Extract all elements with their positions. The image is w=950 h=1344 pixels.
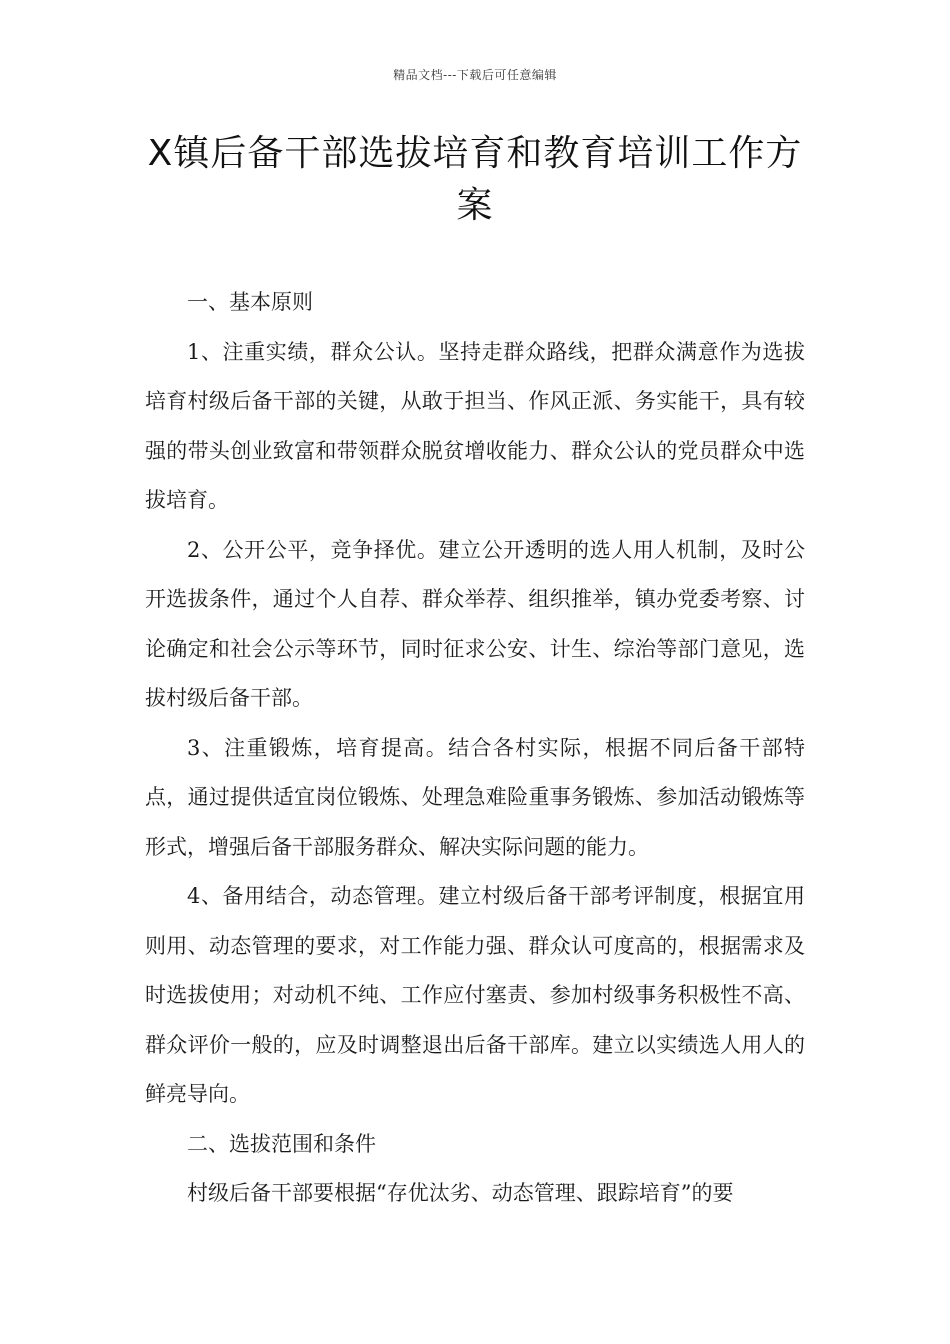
paragraph-scope-intro: 村级后备干部要根据“存优汰劣、动态管理、跟踪培育”的要 xyxy=(187,1181,734,1205)
paragraph-principle-3: 3、注重锻炼，培育提高。结合各村实际，根据不同后备干部特点，通过提供适宜岗位锻炼、处理急难险重事务锻炼、参加活动锻炼等形式，增强后备干部服务群众、解决实际问题的能力。 xyxy=(145,735,805,859)
document-title: X镇后备干部选拔培育和教育培训工作方案 xyxy=(147,133,803,226)
section-heading-scope: 二、选拔范围和条件 xyxy=(187,1131,376,1156)
paragraph-principle-2: 2、公开公平，竞争择优。建立公开透明的选人用人机制，及时公开选拔条件，通过个人自荐、群众举荐、组织推举，镇办党委考察、讨论确定和社会公示等环节，同时征求公安、计生、综治等部门意见，选拔村级后备干部。 xyxy=(145,537,805,710)
header-note: 精品文档---下载后可任意编辑 xyxy=(393,68,557,82)
section-heading-principles: 一、基本原则 xyxy=(187,290,313,314)
paragraph-principle-4: 4、备用结合，动态管理。建立村级后备干部考评制度，根据宜用则用、动态管理的要求，对工作能力强、群众认可度高的，根据需求及时选拔使用；对动机不纯、工作应付塞责、参加村级事务积极性不高、群众评价一般的，应及时调整退出后备干部库。建立以实绩选人用人的鲜亮导向。 xyxy=(145,884,805,1106)
paragraph-principle-1: 1、注重实绩，群众公认。坚持走群众路线，把群众满意作为选拔培育村级后备干部的关键，从敢于担当、作风正派、务实能干，具有较强的带头创业致富和带领群众脱贫增收能力、群众公认的党员群众中选拔培育。 xyxy=(145,339,805,512)
document-body xyxy=(145,278,805,1219)
